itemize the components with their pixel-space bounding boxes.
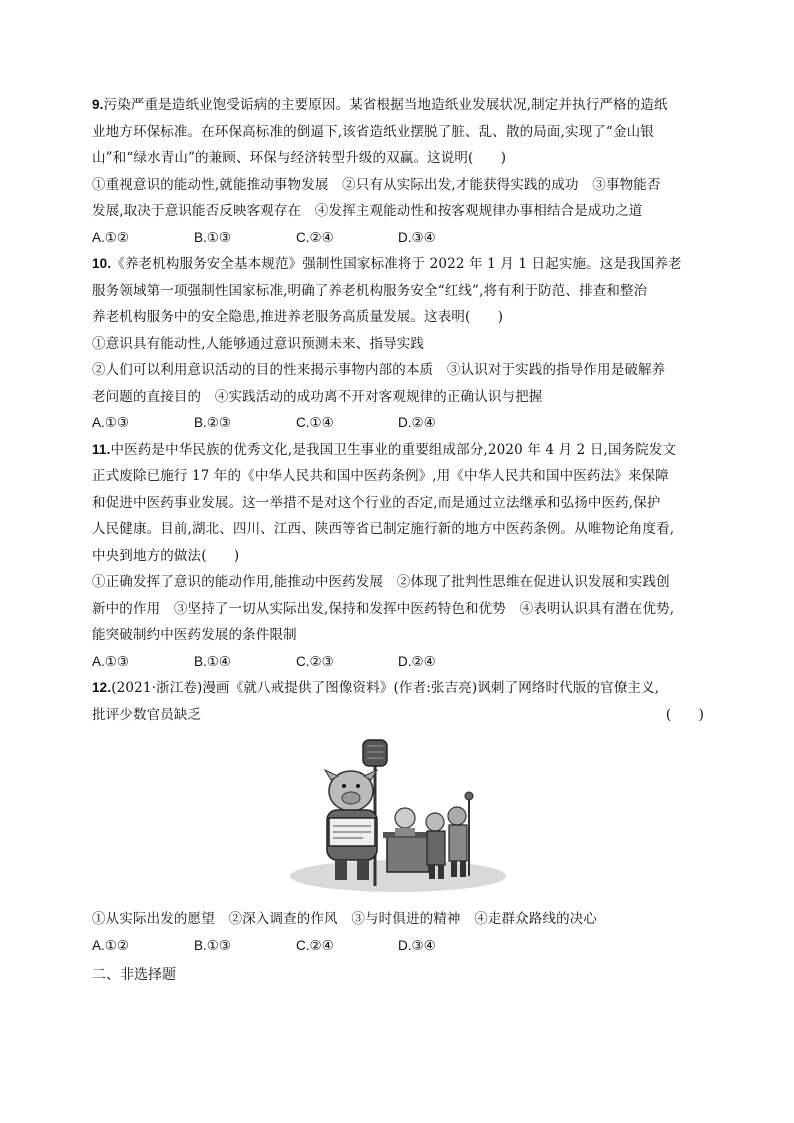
question-text: 中医药是中华民族的优秀文化,是我国卫生事业的重要组成部分,2020 年 4 月 2 日,国务院发文 <box>110 441 677 458</box>
question-text: 《养老机构服务安全基本规范》强制性国家标准将于 2022 年 1 月 1 日起实施。这是我国养老 <box>111 256 682 272</box>
question-number: 9. <box>92 97 104 112</box>
option-b[interactable]: B.①④ <box>194 653 231 670</box>
question-text: 人民健康。目前,湖北、四川、江西、陕西等省已制定施行新的地方中医药条例。从唯物论角度看, <box>92 521 675 537</box>
question-12 <box>92 675 704 959</box>
question-text: ①正确发挥了意识的能动作用,能推动中医药发展 ②体现了批判性思维在促进认识发展和实践创 <box>92 574 670 590</box>
option-c[interactable]: C.②③ <box>296 653 334 670</box>
option-b[interactable]: B.①③ <box>194 937 231 954</box>
question-number: 12. <box>92 680 112 695</box>
question-text: ①从实际出发的愿望 ②深入调查的作风 ③与时俱进的精神 ④走群众路线的决心 <box>92 911 598 927</box>
option-c[interactable]: C.②④ <box>296 229 334 246</box>
question-9 <box>92 92 704 251</box>
question-text: 和促进中医药事业发展。这一举措不是对这个行业的否定,而是通过立法继承和弘扬中医药,保护 <box>92 494 661 511</box>
monkey-head <box>448 807 466 825</box>
cartoon-image <box>283 736 513 896</box>
option-b[interactable]: B.①③ <box>194 229 231 246</box>
option-a[interactable]: A.①③ <box>92 415 129 431</box>
question-text: 服务领域第一项强制性国家标准,明确了养老机构服务安全“红线”,将有利于防范、排查和整治 <box>92 282 648 299</box>
option-d[interactable]: D.③④ <box>398 229 436 246</box>
question-text: 山”和“绿水青山”的兼顾、环保与经济转型升级的双赢。这说明( ) <box>92 150 507 166</box>
question-text: 老问题的直接目的 ④实践活动的成功离不开对客观规律的正确认识与把握 <box>92 388 543 405</box>
microphone-head <box>363 740 387 766</box>
cartoon-illustration <box>283 736 513 896</box>
question-line <box>92 251 704 278</box>
option-a[interactable]: A.①② <box>92 229 129 246</box>
option-b[interactable]: B.②③ <box>194 415 231 431</box>
question-11 <box>92 437 704 676</box>
section-heading: 二、非选择题 <box>92 967 176 983</box>
answer-options <box>92 933 704 960</box>
question-text: 业地方环保标准。在环保高标准的倒逼下,该省造纸业摆脱了脏、乱、散的局面,实现了“金山银 <box>92 123 654 140</box>
officer-head <box>395 808 415 828</box>
question-text: 发展,取决于意识能否反映客观存在 ④发挥主观能动性和按客观规律办事相结合是成功之道 <box>92 203 643 219</box>
answer-options <box>92 225 704 252</box>
option-a[interactable]: A.①② <box>92 937 129 954</box>
answer-options <box>92 649 704 676</box>
option-c[interactable]: C.①④ <box>296 415 334 431</box>
answer-options <box>92 410 704 437</box>
question-text: ①重视意识的能动性,就能推动事物发展 ②只有从实际出发,才能获得实践的成功 ③事物能否 <box>92 176 661 193</box>
question-number: 11. <box>92 441 111 457</box>
question-line <box>92 92 704 119</box>
answer-bracket: ( ) <box>665 706 704 723</box>
question-10 <box>92 251 704 437</box>
option-d[interactable]: D.③④ <box>398 937 436 954</box>
question-text: 养老机构服务中的安全隐患,推进养老服务高质量发展。这表明( ) <box>92 309 504 325</box>
question-line <box>92 437 704 464</box>
desk <box>387 836 429 872</box>
question-text: 正式废除已施行 17 年的《中华人民共和国中医药条例》,用《中华人民共和国中医药法》来保障 <box>92 468 669 484</box>
question-text: 新中的作用 ③坚持了一切从实际出发,保持和发挥中医药特色和优势 ④表明认识具有潜在优势, <box>92 600 675 617</box>
question-text: 批评少数官员缺乏 <box>92 706 202 723</box>
figure-head <box>426 813 444 831</box>
question-text: ①意识具有能动性,人能够通过意识预测未来、指导实践 <box>92 335 425 352</box>
question-text: ②人们可以利用意识活动的目的性来揭示事物内部的本质 ③认识对于实践的指导作用是破解养 <box>92 362 666 378</box>
question-text: 中央到地方的做法( ) <box>92 547 240 564</box>
exam-page <box>92 92 704 989</box>
question-number: 10. <box>92 256 112 271</box>
question-line <box>92 675 704 702</box>
question-text: 能突破制约中医药发展的条件限制 <box>92 627 297 643</box>
option-a[interactable]: A.①③ <box>92 653 129 670</box>
option-c[interactable]: C.②④ <box>296 937 334 954</box>
question-line <box>92 702 704 729</box>
question-text: (2021·浙江卷)漫画《就八戒提供了图像资料》(作者:张吉亮)讽刺了网络时代版的官僚主义, <box>111 680 660 696</box>
option-d[interactable]: D.②④ <box>398 415 436 431</box>
option-d[interactable]: D.②④ <box>398 653 436 670</box>
question-text: 污染严重是造纸业饱受诟病的主要原因。某省根据当地造纸业发展状况,制定并执行严格的造纸 <box>103 97 668 113</box>
